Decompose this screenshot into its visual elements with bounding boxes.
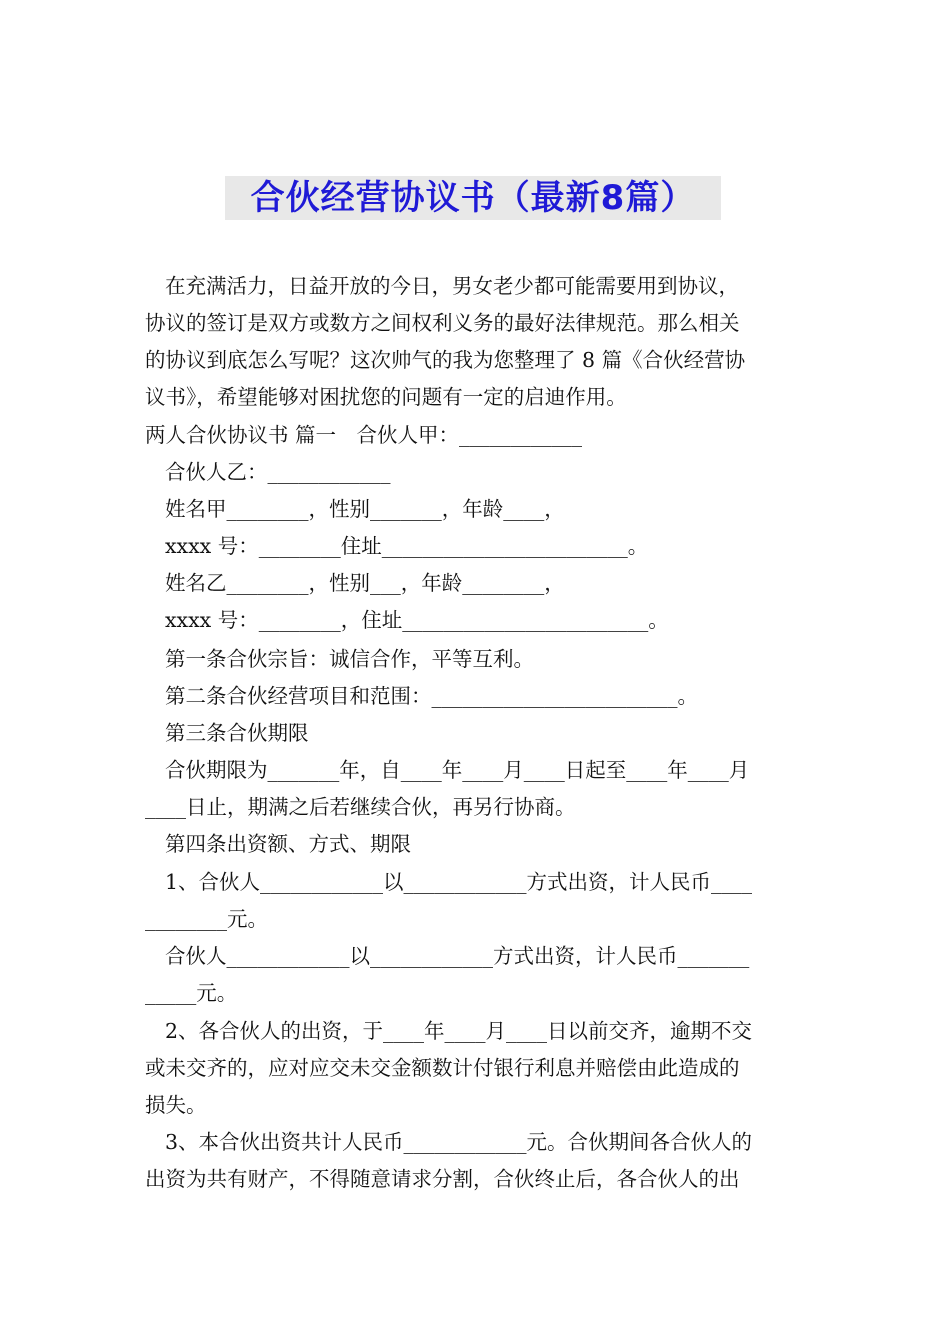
paragraph-line: 姓名甲________，性别_______，年龄____， [165,497,565,521]
paragraph-line: 第四条出资额、方式、期限 [165,832,411,856]
paragraph-line: ________元。 [145,907,268,931]
page-title: 合伙经营协议书（最新8篇） [225,176,721,220]
paragraph-line: 2、各合伙人的出资，于____年____月____日以前交齐，逾期不交 [165,1019,753,1043]
paragraph-line: _____元。 [145,981,238,1005]
paragraph-line: 3、本合伙出资共计人民币____________元。合伙期间各合伙人的 [165,1130,753,1154]
paragraph-line: xxxx 号：________住址________________________。 [165,534,649,558]
paragraph-line: ____日止，期满之后若继续合伙，再另行协商。 [145,795,576,819]
paragraph-line: 在充满活力，日益开放的今日，男女老少都可能需要用到协议， [165,274,739,298]
section-heading: 两人合伙协议书 篇一 合伙人甲：____________ [145,423,583,447]
paragraph-line: 议书》，希望能够对困扰您的问题有一定的启迪作用。 [145,385,627,409]
paragraph-line: 损失。 [145,1093,207,1117]
paragraph-line: 的协议到底怎么写呢？这次帅气的我为您整理了 8 篇《合伙经营协 [145,348,746,372]
paragraph-line: 协议的签订是双方或数方之间权利义务的最好法律规范。那么相关 [145,311,740,335]
paragraph-line: 第一条合伙宗旨：诚信合作，平等互利。 [165,647,534,671]
paragraph-line: 第二条合伙经营项目和范围：________________________。 [165,684,698,708]
paragraph-line: 出资为共有财产，不得随意请求分割，合伙终止后，各合伙人的出 [145,1167,740,1191]
paragraph-line: 合伙人____________以____________方式出资，计人民币_______ [165,944,750,968]
paragraph-line: 姓名乙________，性别___，年龄________， [165,571,565,595]
paragraph-line: xxxx 号：________，住址________________________。 [165,608,669,632]
paragraph-line: 第三条合伙期限 [165,721,309,745]
paragraph-line: 1、合伙人____________以____________方式出资，计人民币____ [165,870,753,894]
paragraph-line: 合伙人乙：____________ [165,460,391,484]
paragraph-line: 或未交齐的，应对应交未交金额数计付银行利息并赔偿由此造成的 [145,1056,740,1080]
paragraph-line: 合伙期限为_______年，自____年____月____日起至____年____月 [165,758,750,782]
